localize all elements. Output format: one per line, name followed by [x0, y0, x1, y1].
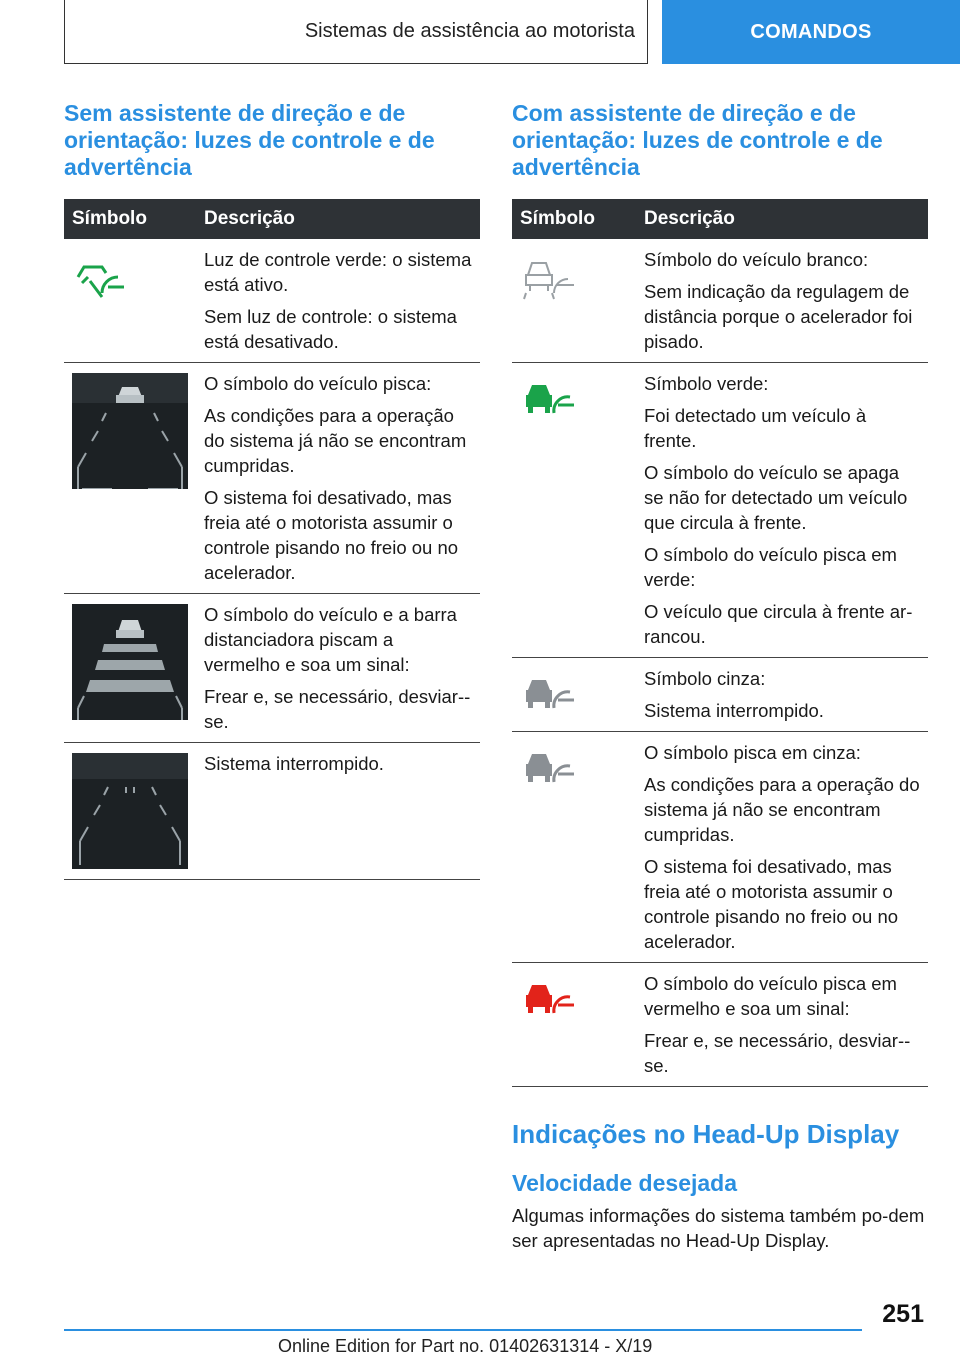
table-row	[512, 732, 928, 963]
table-row	[512, 239, 928, 363]
table-row	[512, 363, 928, 658]
table-row	[64, 594, 480, 743]
col-desc-header: Descrição	[636, 199, 928, 239]
row-text: Símbolo verde:	[644, 373, 769, 394]
row-text: Símbolo cinza:	[644, 668, 766, 689]
col-symbol-header: Símbolo	[64, 199, 196, 239]
row-text: As condições para a operação do sistema já não se encontram cumpridas.	[644, 774, 920, 845]
row-text: Símbolo do veículo branco:	[644, 249, 869, 270]
steering-assist-green-icon	[72, 253, 132, 303]
row-text: O símbolo pisca em cinza:	[644, 742, 861, 763]
vehicle-green-icon	[520, 377, 580, 421]
table-row	[64, 363, 480, 594]
footer-divider	[64, 1329, 862, 1331]
col-desc-header: Descrição	[196, 199, 480, 239]
chapter-title: Sistemas de assistência ao motorista	[304, 20, 635, 42]
row-text: Frear e, se necessário, desviar--se.	[644, 1030, 911, 1076]
row-text: O símbolo do veículo pisca:	[204, 373, 432, 394]
row-text: O sistema foi desativado, mas freia até o motorista assumir o controle pisando no freio ou no acelerador.	[204, 487, 459, 583]
vehicle-gray-blink-icon	[520, 746, 580, 790]
lane-scene-distance-bars-icon	[72, 604, 188, 720]
row-text: O veículo que circula à frente ar-rancou.	[644, 601, 913, 647]
table-header-row	[64, 199, 480, 239]
left-heading: Sem assistente de direção e de orientação: luzes de controle e de advertência	[64, 100, 435, 180]
lane-scene-empty-icon	[72, 753, 188, 869]
table-row	[512, 658, 928, 732]
row-text: As condições para a operação do sistema já não se encontram cumpridas.	[204, 405, 467, 476]
row-text: O símbolo do veículo se apaga se não for detectado um veículo que circula à frente.	[644, 462, 908, 533]
row-text: Sem luz de controle: o sistema está desativado.	[204, 306, 457, 352]
header-chapter-box	[64, 0, 648, 64]
left-column	[64, 100, 480, 880]
hud-body-text: Algumas informações do sistema também po-dem ser apresentadas no Head-Up Display.	[512, 1205, 925, 1251]
row-text: Sistema interrompido.	[204, 753, 384, 774]
right-heading: Com assistente de direção e de orientação: luzes de controle e de advertência	[512, 100, 883, 180]
vehicle-gray-icon	[520, 672, 580, 716]
row-text: Luz de controle verde: o sistema está ativo.	[204, 249, 472, 295]
section-tab-label: COMANDOS	[750, 20, 872, 43]
footer-edition: Online Edition for Part no. 01402631314 - X/19	[278, 1336, 653, 1356]
section-tab[interactable]	[662, 0, 960, 64]
right-symbol-table	[512, 199, 928, 1087]
col-symbol-header: Símbolo	[512, 199, 636, 239]
table-row	[512, 963, 928, 1087]
row-text: Foi detectado um veículo à frente.	[644, 405, 867, 451]
row-text: Frear e, se necessário, desviar--se.	[204, 686, 471, 732]
lane-scene-car-icon	[72, 373, 188, 489]
table-row	[64, 743, 480, 880]
table-row	[64, 239, 480, 363]
vehicle-red-icon	[520, 977, 580, 1021]
row-text: O símbolo do veículo e a barra distanciadora piscam a vermelho e soa um sinal:	[204, 604, 457, 675]
table-header-row	[512, 199, 928, 239]
page-number: 251	[882, 1300, 924, 1328]
right-column	[512, 100, 928, 1253]
row-text: Sistema interrompido.	[644, 700, 824, 721]
row-text: Sem indicação da regulagem de distância porque o acelerador foi pisado.	[644, 281, 913, 352]
row-text: O sistema foi desativado, mas freia até o motorista assumir o controle pisando no freio ou no acelerador.	[644, 856, 899, 952]
hud-subheading: Velocidade desejada	[512, 1170, 738, 1196]
row-text: O símbolo do veículo pisca em vermelho e soa um sinal:	[644, 973, 897, 1019]
vehicle-white-icon	[520, 253, 580, 303]
hud-heading: Indicações no Head-Up Display	[512, 1119, 900, 1149]
row-text: O símbolo do veículo pisca em verde:	[644, 544, 897, 590]
left-symbol-table	[64, 199, 480, 880]
